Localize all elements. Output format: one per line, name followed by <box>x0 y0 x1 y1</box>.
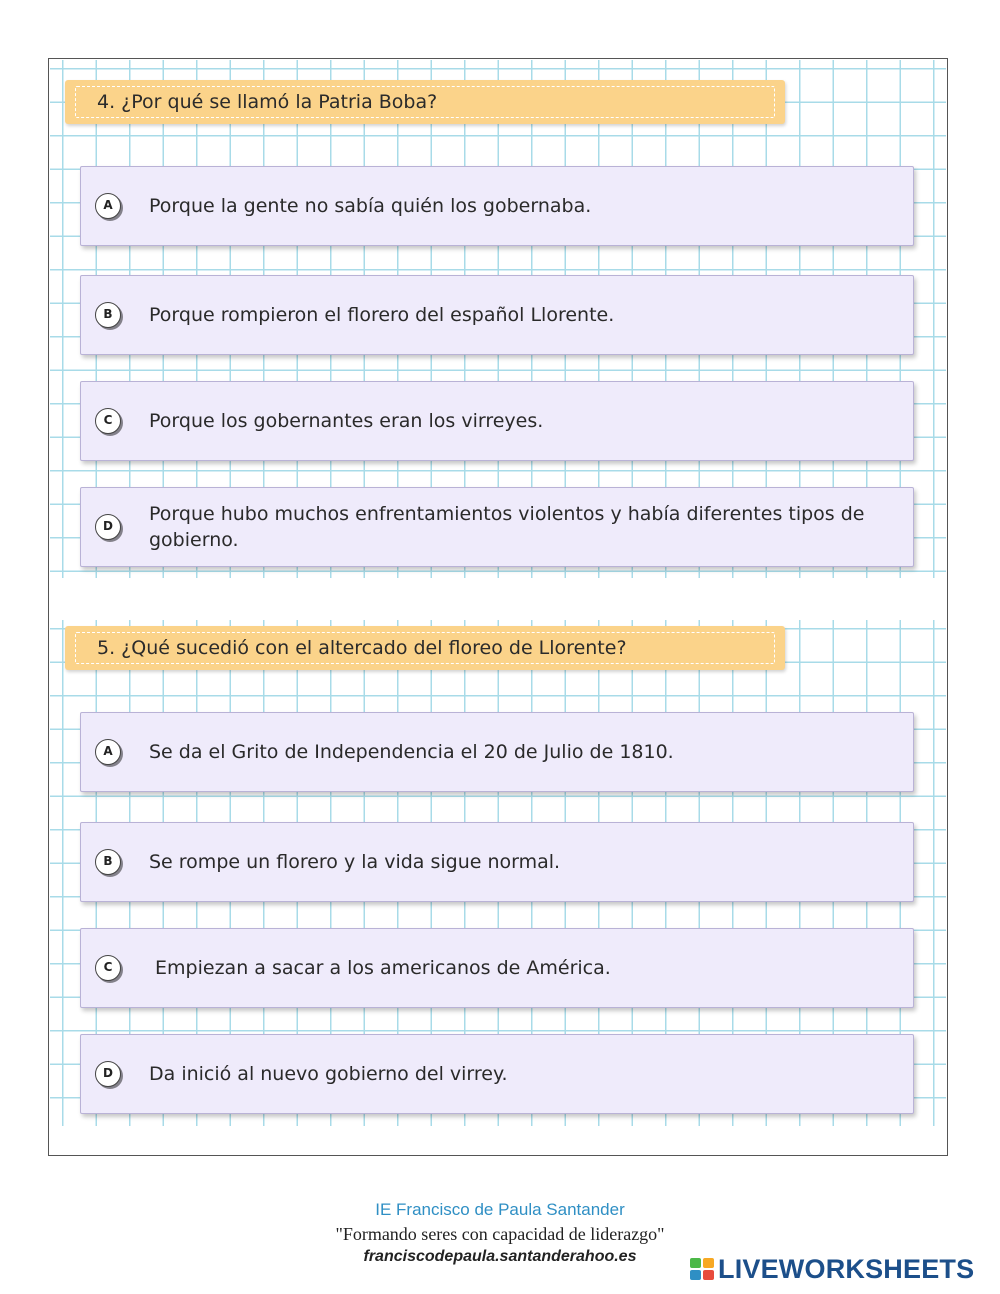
q5-option-c[interactable] <box>80 928 914 1008</box>
logo-square-orange <box>703 1258 714 1268</box>
option-letter-badge: D <box>95 514 121 540</box>
option-text: Se rompe un florero y la vida sigue normal. <box>149 851 561 873</box>
question-4-text: 4. ¿Por qué se llamó la Patria Boba? <box>97 91 438 113</box>
option-text: Porque los gobernantes eran los virreyes. <box>149 410 544 432</box>
logo-square-red <box>703 1270 714 1280</box>
q5-option-b[interactable] <box>80 822 914 902</box>
logo-square-blue <box>690 1270 701 1280</box>
liveworksheets-icon <box>690 1258 716 1282</box>
logo-square-green <box>690 1258 701 1268</box>
school-website: franciscodepaula.santanderahoo.es <box>363 1248 637 1265</box>
q4-option-d[interactable] <box>80 487 914 567</box>
q4-option-c[interactable] <box>80 381 914 461</box>
school-name: IE Francisco de Paula Santander <box>375 1200 625 1219</box>
option-text: Da inició al nuevo gobierno del virrey. <box>149 1063 508 1085</box>
option-text: Porque rompieron el florero del español Llorente. <box>149 304 615 326</box>
option-letter-badge: A <box>95 193 121 219</box>
liveworksheets-logo[interactable] <box>690 1252 990 1286</box>
option-text: Porque la gente no sabía quién los gobernaba. <box>149 195 592 217</box>
option-text: Porque hubo muchos enfrentamientos violentos y había diferentes tipos de gobierno. <box>149 503 865 551</box>
q4-option-a[interactable] <box>80 166 914 246</box>
question-5-label <box>65 626 785 670</box>
liveworksheets-wordmark: LIVEWORKSHEETS <box>718 1254 975 1284</box>
option-letter-badge: B <box>95 302 121 328</box>
q5-option-a[interactable] <box>80 712 914 792</box>
question-4-label <box>65 80 785 124</box>
option-letter-badge: D <box>95 1061 121 1087</box>
q5-option-d[interactable] <box>80 1034 914 1114</box>
option-letter-badge: B <box>95 849 121 875</box>
option-letter-badge: C <box>95 408 121 434</box>
school-motto: "Formando seres con capacidad de liderazgo" <box>335 1224 665 1244</box>
option-text: Se da el Grito de Independencia el 20 de Julio de 1810. <box>149 741 674 763</box>
option-letter-badge: A <box>95 739 121 765</box>
option-letter-badge: C <box>95 955 121 981</box>
question-5-text: 5. ¿Qué sucedió con el altercado del floreo de Llorente? <box>97 637 627 659</box>
option-text: Empiezan a sacar a los americanos de América. <box>149 957 611 979</box>
q4-option-b[interactable] <box>80 275 914 355</box>
